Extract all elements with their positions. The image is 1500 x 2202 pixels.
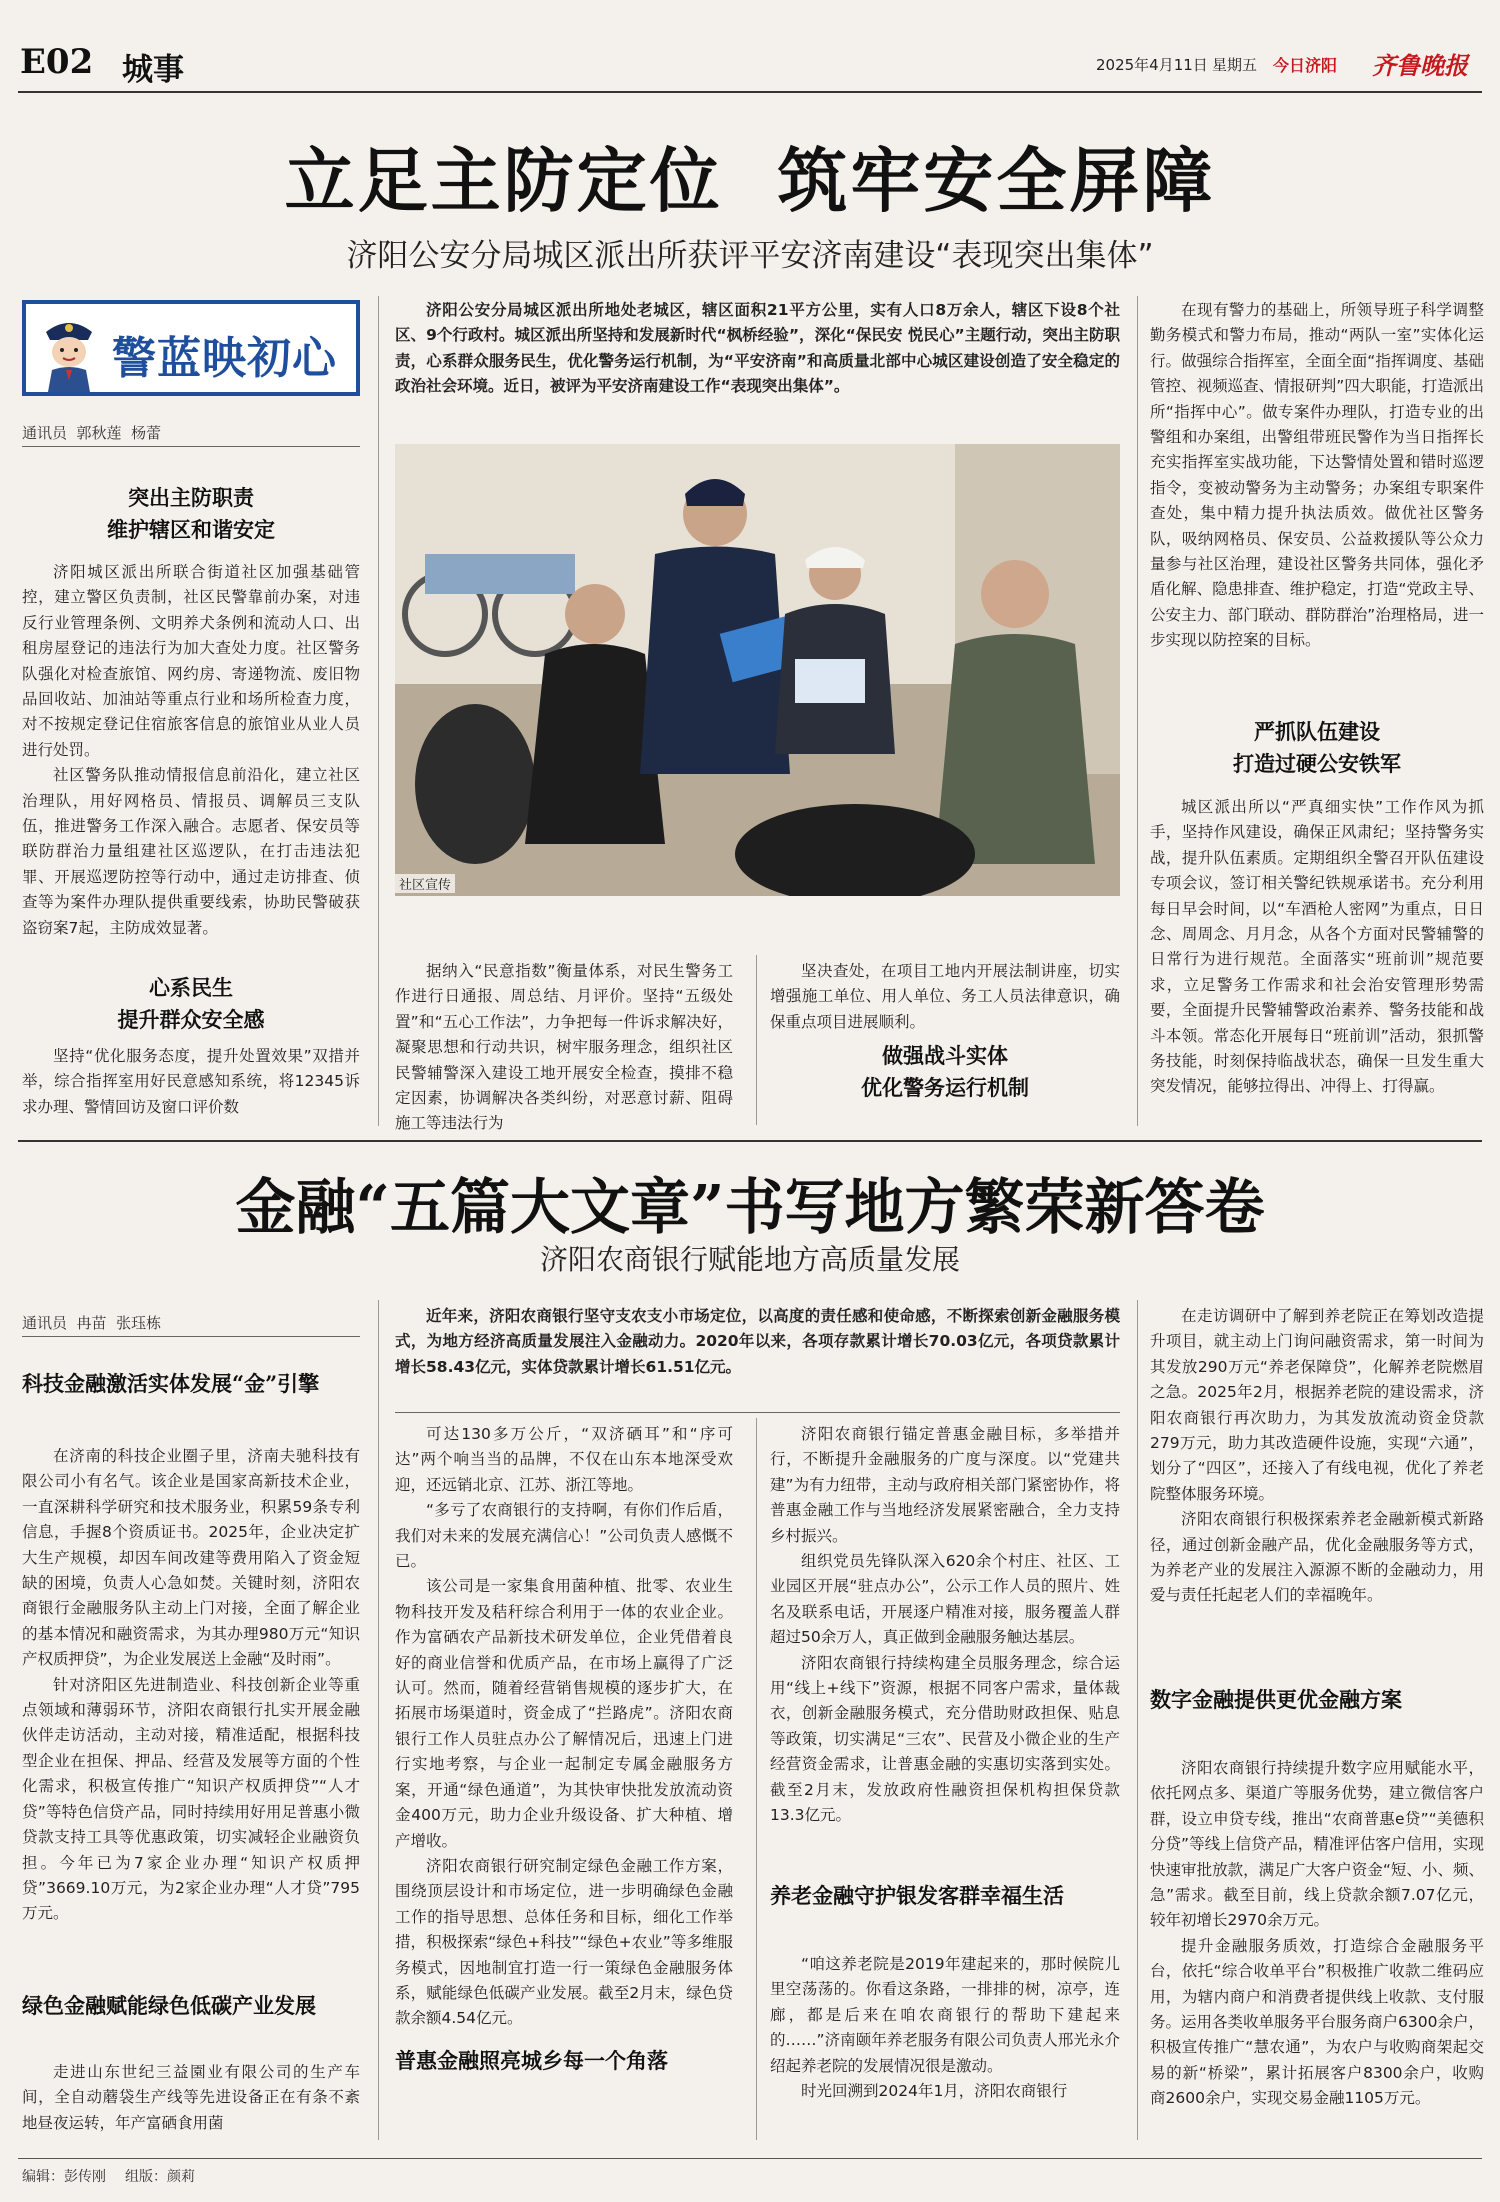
article1-col1-text-2 [22, 1044, 360, 1120]
article2-headline: 金融“五篇大文章”书写地方繁荣新答卷 [235, 1173, 1265, 1243]
paragraph: 组织党员先锋队深入620余个村庄、社区、工业园区开展“驻点办公”，公示工作人员的照片、姓名及联系电话，开展逐户精准对接，服务覆盖人群超过50余万人，真正做到金融服务触达基层。 [770, 1552, 1120, 1647]
section-name: 城事 [122, 52, 184, 88]
paragraph: 针对济阳区先进制造业、科技创新企业等重点领域和薄弱环节，济阳农商银行扎实开展金融伙伴走访活动，主动对接，精准适配，根据科技型企业在担保、押品、经营及发展等方面的个性化需求，积极宣传推广“知识产权质押贷”“人才贷”等特色信贷产品，同时持续用好用足普惠小微贷款支持工具等优惠政策，切实减轻企业融资负担。今年已为7家企业办理“知识产权质押贷”3669.10万元，为2家企业办理“人才贷”795万元。 [22, 1675, 360, 1923]
article1-col2-text [395, 959, 733, 1137]
paragraph: 提升金融服务质效，打造综合金融服务平台，依托“综合收单平台”积极推广收款二维码应用，为辖内商户和消费者提供线上收款、支付服务。运用各类收单服务平台服务商户6300余户，积极宣传推广“慧农通”，为农户与收购商架起交易的新“桥梁”，累计拓展客户8300余户，收购商2600余户，实现交易金融1105万元。 [1150, 1936, 1484, 2108]
police-mascot-icon [38, 312, 100, 392]
paragraph: 时光回溯到2024年1月，济阳农商银行 [801, 2082, 1068, 2101]
column-logo [22, 300, 360, 396]
article2-byline: 通讯员 冉苗 张珏栋 [22, 1314, 162, 1332]
article2-col1-text [22, 1444, 360, 1927]
article2-col4-text-2 [1150, 1756, 1484, 2112]
edition-name: 今日济阳 [1273, 56, 1338, 75]
paragraph: “咱这养老院是2019年建起来的，那时候院儿里空荡荡的。你看这条路，一排排的树，凉亭，连廊，都是后来在咱农商银行的帮助下建起来的……”济南颐年养老服务有限公司负责人邢光永介绍起养老院的发展情况很是激动。 [770, 1955, 1120, 2075]
article1-subheadline: 济阳公安分局城区派出所获评平安济南建设“表现突出集体” [346, 238, 1154, 274]
lead-rule [395, 1412, 1120, 1413]
article1-lead: 济阳公安分局城区派出所地处老城区，辖区面积21平方公里，实有人口8万余人，辖区下设8个社区、9个行政村。城区派出所坚持和发展新时代“枫桥经验”，深化“保民安 悦民心”主题行动，突出主防职责，心系群众服务民生，优化警务运行机制，为“平安济南”和高质量北部中心城区建设创造了安全稳定的政治社会环境。近日，被评为平安济南建设工作“表现突出集体”。 [395, 301, 1120, 396]
article1-subhead-3: 做强战斗实体 优化警务运行机制 [861, 1043, 1029, 1100]
article1-subhead-1: 突出主防职责 维护辖区和谐安定 [107, 485, 275, 542]
column-divider [378, 296, 379, 1126]
newspaper-logo: 齐鲁晚报 [1372, 51, 1468, 80]
paragraph: 坚决查处，在项目工地内开展法制讲座，切实增强施工单位、用人单位、务工人员法律意识，确保重点项目进展顺利。 [770, 962, 1120, 1031]
article2-subhead-3: 普惠金融照亮城乡每一个角落 [395, 2048, 668, 2073]
paragraph: 济阳城区派出所联合街道社区加强基础管控，建立警区负责制，社区民警靠前办案，对违反行业管理条例、文明养犬条例和流动人口、出租房屋登记的违法行为加大查处力度。社区警务队强化对检查旅馆、网约房、寄递物流、废旧物品回收站、加油站等重点行业和场所检查力度，对不按规定登记住宿旅客信息的旅馆业从业人员进行处罚。 [22, 563, 360, 759]
paragraph: 走进山东世纪三益園业有限公司的生产车间，全自动蘑袋生产线等先进设备正在有条不紊地昼夜运转，年产富硒食用菌 [22, 2063, 360, 2132]
column-divider [756, 955, 757, 1125]
article2-col1-text-2 [22, 2060, 360, 2136]
article1-byline: 通讯员 郭秋莲 杨蕾 [22, 424, 162, 442]
footer-designer: 组版：颜莉 [125, 2169, 195, 2185]
paragraph: 在济南的科技企业圈子里，济南夫驰科技有限公司小有名气。该企业是国家高新技术企业，一直深耕科学研究和技术服务业，积累59条专利信息，手握8个资质证书。2025年，企业决定扩大生产规模，却因车间改建等费用陷入了资金短缺的困境，负责人心急如焚。关键时刻，济阳农商银行金融服务队主动上门对接，全面了解企业的基本情况和融资需求，为其办理980万元“知识产权质押贷”，为企业发展送上金融“及时雨”。 [22, 1447, 360, 1669]
paragraph: 在现有警力的基础上，所领导班子科学调整勤务模式和警力布局，推动“两队一室”实体化运行。做强综合指挥室，全面全面“指挥调度、基础管控、视频巡查、情报研判”四大职能，打造派出所“指挥中心”。做专案件办理队，打造专业的出警组和办案组，出警组带班民警作为当日指挥长充实指挥室实战功能，下达警情处置和错时巡逻指令，变被动警务为主动警务；办案组专职案件查处，集中精力提升执法质效。做优社区警务队，吸纳网格员、保安员、公益救援队等公众力量参与社区治理，建设社区警务共同体，强化矛盾化解、隐患排查、维护稳定，打造“党政主导、公安主力、部门联动、群防群治”治理格局，进一步实现以防控案的目标。 [1150, 301, 1484, 650]
paragraph: 济阳农商银行积极探索养老金融新模式新路径，通过创新金融产品，优化金融服务等方式，为养老产业的发展注入源源不断的金融动力，用爱与责任托起老人们的幸福晚年。 [1150, 1510, 1484, 1605]
paragraph: 济阳农商银行持续提升数字应用赋能水平，依托网点多、渠道广等服务优势，建立微信客户群，设立申贷专线，推出“农商普惠e贷”“美德积分贷”等线上信贷产品，精准评估客户信用，实现快速审批放款，满足广大客户资金“短、小、频、急”需求。截至目前，线上贷款余额7.07亿元，较年初增长2970余万元。 [1150, 1759, 1484, 1930]
paragraph: “多亏了农商银行的支持啊，有你们作后盾，我们对未来的发展充满信心！”公司负责人感慨不已。 [395, 1501, 733, 1571]
article1-col3-text [770, 959, 1120, 1035]
paragraph: 城区派出所以“严真细实快”工作作风为抓手，坚持作风建设，确保正风肃纪；坚持警务实战，提升队伍素质。定期组织全警召开队伍建设专项会议，签订相关警纪铁规承诺书。充分利用每日早会时间，以“车酒枪人密网”为重点，日日念、周周念、月月念，从各个方面对民警辅警的日常行为进行规范。全面落实“班前训”规范要求，立足警务工作需求和社会治安管理形势需要，全面提升民警辅警政治素养、警务技能和战斗本领。常态化开展每日“班前训”活动，狠抓警务技能，时刻保持临战状态，确保一旦发生重大突发情况，能够拉得出、冲得上、打得赢。 [1150, 798, 1484, 1096]
paragraph: 可达130多万公斤，“双济硒耳”和“序可达”两个响当当的品牌，不仅在山东本地深受欢迎，还远销北京、江苏、浙江等地。 [395, 1425, 733, 1494]
article2-subheadline: 济阳农商银行赋能地方高质量发展 [539, 1243, 960, 1276]
footer-rule [18, 2158, 1482, 2159]
paragraph: 济阳农商银行持续构建全员服务理念，综合运用“线上+线下”资源，根据不同客户需求，量体裁衣，创新金融服务模式，充分借助财政担保、贴息等政策，切实满足“三农”、民营及小微企业的生产经营资金需求，让普惠金融的实惠切实落到实处。截至2月末，发放政府性融资担保机构担保贷款13.3亿元。 [770, 1653, 1120, 1825]
paragraph: 坚持“优化服务态度，提升处置效果”双措并举，综合指挥室用好民意感知系统，将12345诉求办理、警情回访及窗口评价数 [22, 1047, 360, 1116]
article2-col4-text [1150, 1304, 1484, 1609]
paragraph: 济阳农商银行锚定普惠金融目标，多举措并行，不断提升金融服务的广度与深度。以“党建共建”为有力纽带，主动与政府相关部门紧密协作，将普惠金融工作与当地经济发展紧密融合，全力支持乡村振兴。 [770, 1425, 1120, 1545]
article1-col1-text [22, 560, 360, 941]
article1-subhead-2: 心系民生 提升群众安全感 [117, 975, 265, 1032]
byline-rule [22, 446, 360, 447]
column-divider [756, 1418, 757, 2140]
paragraph: 据纳入“民意指数”衡量体系，对民生警务工作进行日通报、周总结、月评价。坚持“五级处置”和“五心工作法”，力争把每一件诉求解决好，凝聚思想和行动共识，树牢服务理念，组织社区民警辅警深入建设工地开展安全检查，摸排不稳定因素，协调解决各类纠纷，对恶意讨薪、阻碍施工等违法行为 [395, 962, 733, 1133]
article1-subhead-4: 严抓队伍建设 打造过硬公安铁军 [1233, 719, 1401, 776]
paragraph: 该公司是一家集食用菌种植、批零、农业生物科技开发及秸秆综合利用于一体的农业企业。作为富硒农产品新技术研发单位，企业凭借着良好的商业信誉和优质产品，在市场上赢得了广泛认可。然而，随着经营销售规模的逐步扩大，在拓展市场渠道时，资金成了“拦路虎”。济阳农商银行工作人员驻点办公了解情况后，迅速上门进行实地考察，与企业一起制定专属金融服务方案，开通“绿色通道”，为其快审快批发放流动资金400万元，助力企业升级设备、扩大种植、增产增收。 [395, 1577, 733, 1850]
page-code: E02 [20, 42, 94, 82]
article2-col3-text [770, 1422, 1120, 1829]
article2-lead: 近年来，济阳农商银行坚守支农支小市场定位，以高度的责任感和使命感，不断探索创新金融服务模式，为地方经济高质量发展注入金融动力。2020年以来，各项存款累计增长70.03亿元，各项贷款累计增长58.43亿元，实体贷款累计增长61.51亿元。 [395, 1307, 1120, 1376]
article2-subhead-4: 养老金融守护银发客群幸福生活 [770, 1883, 1064, 1908]
article2-col2-text [395, 1422, 733, 2032]
article1-headline: 立足主防定位 筑牢安全屏障 [284, 139, 1216, 222]
column-logo-text: 警蓝映初心 [112, 333, 337, 384]
article2-col3-text-2 [770, 1952, 1120, 2104]
issue-weekday: 星期五 [1212, 56, 1258, 74]
column-divider [378, 1300, 379, 2140]
footer-editor: 编辑：彭传刚 [22, 2169, 106, 2185]
byline-rule [22, 1336, 360, 1337]
paragraph: 社区警务队推动情报信息前沿化，建立社区治理队，用好网格员、情报员、调解员三支队伍，推进警务工作深入融合。志愿者、保安员等联防群治力量组建社区巡逻队，在打击违法犯罪、开展巡逻防控等行动中，通过走访排查、侦查等为案件办理队提供重要线索，协助民警破获盗窃案7起，主防成效显著。 [22, 766, 360, 937]
article2-subhead-5: 数字金融提供更优金融方案 [1150, 1687, 1402, 1712]
community-photo [395, 444, 1120, 896]
article-divider [18, 1140, 1482, 1142]
article2-subhead-1: 科技金融激活实体发展“金”引擎 [22, 1371, 320, 1396]
article2-subhead-2: 绿色金融赋能绿色低碳产业发展 [22, 1993, 316, 2018]
paragraph: 在走访调研中了解到养老院正在筹划改造提升项目，就主动上门询问融资需求，第一时间为其发放290万元“养老保障贷”，化解养老院燃眉之急。2025年2月，根据养老院的建设需求，济阳农商银行再次助力，为其发放流动资金贷款279万元，助力其改造硬件设施，实现“六通”，划分了“四区”，还接入了有线电视，优化了养老院整体服务环境。 [1150, 1307, 1484, 1503]
article1-col4-text-2 [1150, 795, 1484, 1100]
photo-caption: 社区宣传 [395, 874, 455, 893]
column-divider [1137, 296, 1138, 1126]
paragraph: 济阳农商银行研究制定绿色金融工作方案，围绕顶层设计和市场定位，进一步明确绿色金融工作的指导思想、总体任务和目标，细化工作举措，积极探索“绿色+科技”“绿色+农业”等多维服务模式，因地制宜打造一行一策绿色金融服务体系，赋能绿色低碳产业发展。截至2月末，绿色贷款余额4.54亿元。 [395, 1856, 733, 2028]
article1-col4-text [1150, 298, 1484, 654]
header-rule [18, 91, 1482, 93]
column-divider [1137, 1300, 1138, 2140]
issue-date: 2025年4月11日 [1096, 56, 1208, 74]
